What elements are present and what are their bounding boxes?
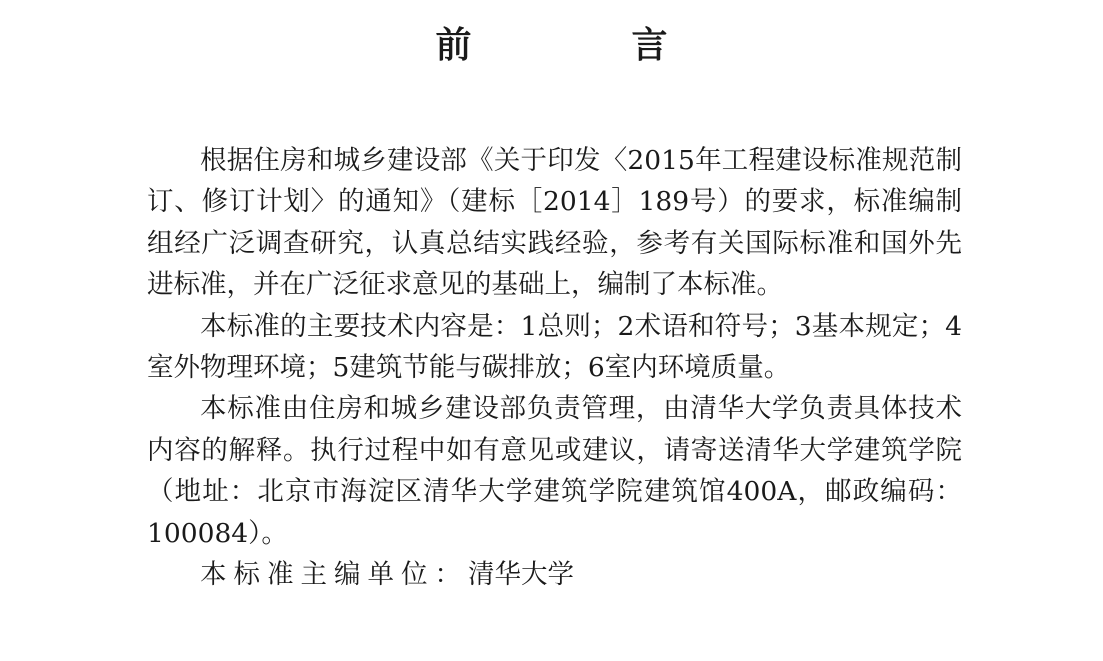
chief-unit-line [147, 554, 962, 595]
preface-paragraph-3: 本标准由住房和城乡建设部负责管理，由清华大学负责具体技术内容的解释。执行过程中如有意见或建议，请寄送清华大学建筑学院（地址：北京市海淀区清华大学建筑学院建筑馆400A，邮政编码：100084）。 [147, 393, 962, 549]
chief-unit-value: 清华大学 [468, 559, 574, 591]
page-title: 前 言 [435, 25, 730, 66]
preface-body [147, 140, 962, 595]
preface-paragraph-2: 本标准的主要技术内容是：1总则；2术语和符号；3基本规定；4室外物理环境；5建筑节能与碳排放；6室内环境质量。 [147, 310, 962, 384]
chief-unit-label: 本标准主编单位： [200, 559, 468, 591]
preface-paragraph-1: 根据住房和城乡建设部《关于印发〈2015年工程建设标准规范制订、修订计划〉的通知》（建标［2014］189号）的要求，标准编制组经广泛调查研究，认真总结实践经验，参考有关国际标准和国外先进标准，并在广泛征求意见的基础上，编制了本标准。 [147, 145, 962, 301]
